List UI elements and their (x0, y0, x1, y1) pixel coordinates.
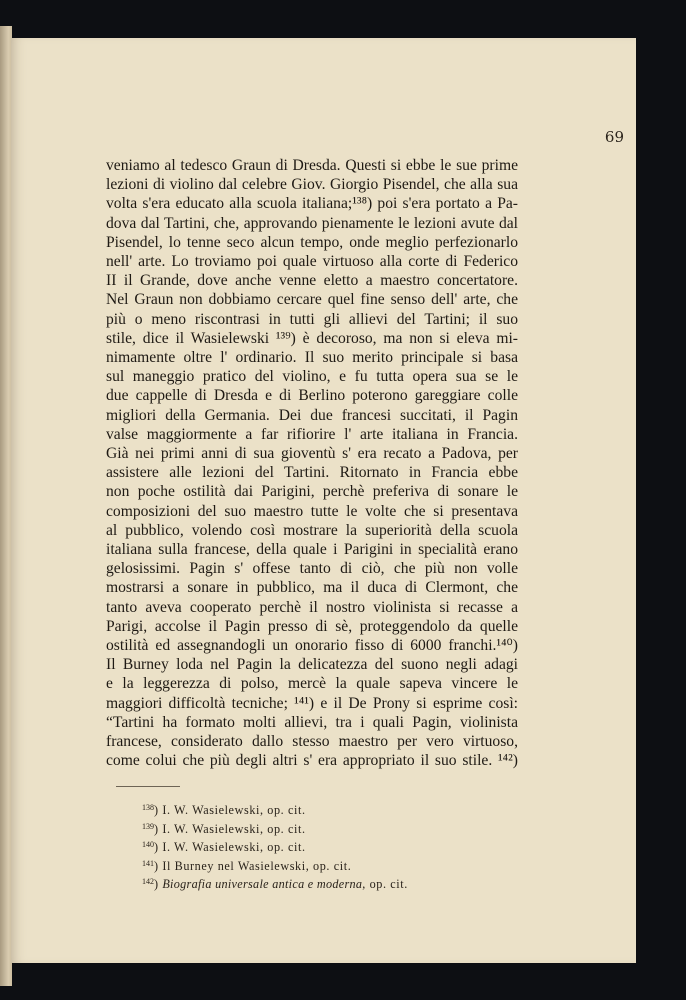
text-line: e la leggerezza di polso, mercè la quale sapeva vincere le (106, 675, 518, 693)
text-line: “Tartini ha formato molti allievi, tra i quali Pagin, violinista (106, 713, 518, 731)
text-line: italiana sulla francese, della quale i Parigini in specialità erano (106, 541, 518, 559)
text-line: volta s'era educato alla scuola italiana;¹³⁸) poi s'era portato a Pa- (106, 195, 518, 213)
text-line: Il Burney loda nel Pagin la delicatezza del suono negli adagi (106, 656, 518, 674)
text-line: composizioni del suo maestro tutte le volte che si presentava (106, 502, 518, 520)
footnote (142, 819, 408, 838)
page-number: 69 (604, 128, 624, 146)
text-line: tanto aveva cooperato perchè il nostro violinista si recasse a (106, 598, 518, 616)
text-line: Pisendel, lo tenne seco alcun tempo, onde meglio perfezionarlo (106, 233, 518, 251)
text-line: ostilità ed assegnandogli un onorario fisso di 6000 franchi.¹⁴⁰) (106, 637, 518, 655)
text-line: gelosissimi. Pagin s' offese tanto di ciò, che più non volle (106, 560, 518, 578)
text-line: migliori della Germania. Dei due francesi succitati, il Pagin (106, 406, 518, 424)
text-line: maggiori difficoltà tecniche; ¹⁴¹) e il De Prony si esprime così: (106, 694, 518, 712)
footnote (142, 837, 408, 856)
text-line: valse maggiormente a far rifiorire l' arte italiana in Francia. (106, 425, 518, 443)
footnote-paren: ) (154, 803, 163, 817)
footnote-paren: ) (154, 858, 163, 873)
text-line: assistere alle lezioni del Tartini. Ritornato in Francia ebbe (106, 464, 518, 482)
footnote (142, 874, 408, 893)
text-line: nell' arte. Lo troviamo poi quale virtuoso alla corte di Federico (106, 253, 518, 271)
body-text (106, 156, 518, 771)
footnote-paren: ) (154, 840, 163, 855)
text-line: due cappelle di Dresda e di Berlino poterono gareggiare colle (106, 387, 518, 405)
footnote (142, 856, 408, 875)
footnote-text: I. W. Wasielewski, op. cit. (162, 840, 306, 855)
footnote-rule (116, 786, 180, 787)
footnote-text: I. W. Wasielewski, op. cit. (162, 803, 306, 817)
footnote-number: 140 (142, 840, 154, 850)
text-line: sul maneggio pratico del violino, e fu tutta opera sua se le (106, 368, 518, 386)
footnote-number: 142 (142, 877, 154, 887)
footnote-paren: ) (154, 821, 163, 836)
text-line: veniamo al tedesco Graun di Dresda. Questi si ebbe le sue prime (106, 157, 518, 174)
text-line: nimamente oltre l' ordinario. Il suo merito principale si basa (106, 349, 518, 367)
footnote-number: 138 (142, 803, 154, 812)
footnote-paren: ) (154, 877, 163, 892)
text-line: come colui che più degli altri s' era appropriato il suo stile. ¹⁴²) (106, 752, 518, 770)
book-page (11, 38, 636, 963)
text-line: lezioni di violino dal celebre Giov. Giorgio Pisendel, che alla sua (106, 176, 518, 194)
text-line: II il Grande, dove anche venne eletto a maestro concertatore. (106, 272, 518, 290)
footnote (142, 800, 408, 819)
text-line: francese, considerato dallo stesso maestro per vero virtuoso, (106, 733, 518, 751)
footnote-text: , op. cit. (362, 877, 408, 892)
text-line: al pubblico, volendo così mostrare la superiorità della scuola (106, 521, 518, 539)
text-line: Già nei primi anni di sua gioventù s' era recato a Padova, per (106, 445, 518, 463)
text-line: non poche ostilità dai Parigini, perchè preferiva di sonare le (106, 483, 518, 501)
footnote-italic-title: Biografia universale antica e moderna (162, 877, 363, 892)
text-line: stile, dice il Wasielewski ¹³⁹) è decoroso, ma non si eleva mi- (106, 329, 518, 347)
footnote-text: Il Burney nel Wasielewski, op. cit. (162, 858, 352, 873)
text-line: Parigi, accolse il Pagin presso di sè, proteggendolo da quelle (106, 617, 518, 635)
footnote-text: I. W. Wasielewski, op. cit. (162, 821, 306, 836)
footnotes (142, 800, 408, 893)
text-line: dova dal Tartini, che, approvando pienamente le lezioni avute dal (106, 214, 518, 232)
text-line: più o meno riscontrasi in tutti gli allievi del Tartini; il suo (106, 310, 518, 328)
text-line: mostrarsi a sonare in pubblico, ma il duca di Clermont, che (106, 579, 518, 597)
text-line: Nel Graun non dobbiamo cercare quel fine senso dell' arte, che (106, 291, 518, 309)
footnote-number: 141 (142, 858, 154, 868)
footnote-number: 139 (142, 821, 154, 831)
